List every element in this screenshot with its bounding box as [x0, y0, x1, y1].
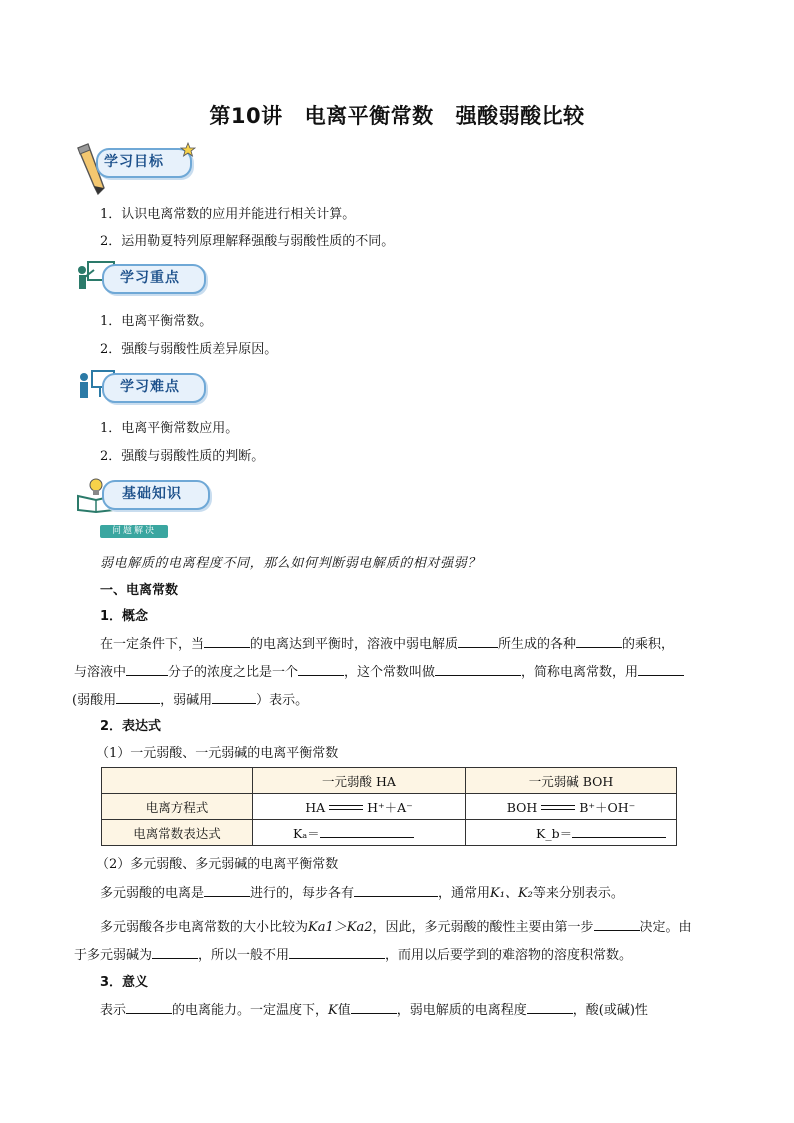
goal-item: 2．运用勒夏特列原理解释强酸与弱酸性质的不同。	[100, 234, 395, 249]
multi-line-1: 多元弱酸的电离是 进行的，每步各有 ，通常用K₁、K₂等来分别表示。	[100, 886, 624, 901]
table-row-label: 电离常数表达式	[102, 820, 253, 846]
table-cell	[102, 768, 253, 794]
goal-item: 1．认识电离常数的应用并能进行相关计算。	[100, 207, 356, 222]
concept-line-2: 与溶液中 分子的浓度之比是一个 ，这个常数叫做 ，简称电离常数，用	[74, 661, 684, 680]
subsection-heading: 3．意义	[100, 975, 149, 990]
star-icon	[180, 142, 196, 158]
section-header-basic: 基础知识	[74, 474, 214, 512]
subsection-item: （1）一元弱酸、一元弱碱的电离平衡常数	[96, 746, 339, 761]
table-cell: Kₐ＝	[253, 820, 466, 846]
difficulty-item: 1．电离平衡常数应用。	[100, 421, 239, 436]
difficulty-item: 2．强酸与弱酸性质的判断。	[100, 449, 265, 464]
multi-line-3: 于多元弱碱为 ，所以一般不用 ，而用以后要学到的难溶物的溶度积常数。	[74, 948, 633, 963]
concept-line-1: 在一定条件下，当 的电离达到平衡时，溶液中弱电解质 所生成的各种 的乘积，	[100, 637, 675, 652]
key-item: 1．电离平衡常数。	[100, 314, 213, 329]
table-row-label: 电离方程式	[102, 794, 253, 820]
subsection-heading: 2．表达式	[100, 719, 162, 734]
question-text: 弱电解质的电离程度不同，那么如何判断弱电解质的相对强弱？	[100, 556, 481, 571]
table-cell: BOH B⁺＋OH⁻	[466, 794, 677, 820]
equilibrium-arrow-icon	[329, 805, 363, 811]
subsection-heading: 1．概念	[100, 609, 149, 624]
concept-line-3: (弱酸用 ，弱碱用 ）表示。	[72, 693, 309, 708]
key-item: 2．强酸与弱酸性质差异原因。	[100, 342, 278, 357]
table-header: 一元弱碱 BOH	[466, 768, 677, 794]
section-header-goal: 学习目标	[74, 142, 204, 194]
problem-solving-tag: 问题解决	[100, 525, 168, 538]
multi-line-2: 多元弱酸各步电离常数的大小比较为Ka1＞Ka2，因此，多元弱酸的酸性主要由第一步 决定。由	[100, 920, 692, 935]
section-header-key: 学习重点	[74, 258, 214, 296]
page-title: 第10讲 电离平衡常数 强酸弱酸比较	[209, 104, 585, 128]
ionization-constant-table	[101, 767, 677, 846]
table-cell: K_b＝	[466, 820, 677, 846]
table-header: 一元弱酸 HA	[253, 768, 466, 794]
section-header-difficult: 学习难点	[74, 367, 214, 405]
table-cell: HA H⁺＋A⁻	[253, 794, 466, 820]
subsection-item: （2）多元弱酸、多元弱碱的电离平衡常数	[96, 857, 339, 872]
meaning-line: 表示 的电离能力。一定温度下，K值 ，弱电解质的电离程度 ，酸(或碱)性	[100, 1003, 648, 1018]
equilibrium-arrow-icon	[541, 805, 575, 811]
section-heading: 一、电离常数	[100, 583, 179, 598]
